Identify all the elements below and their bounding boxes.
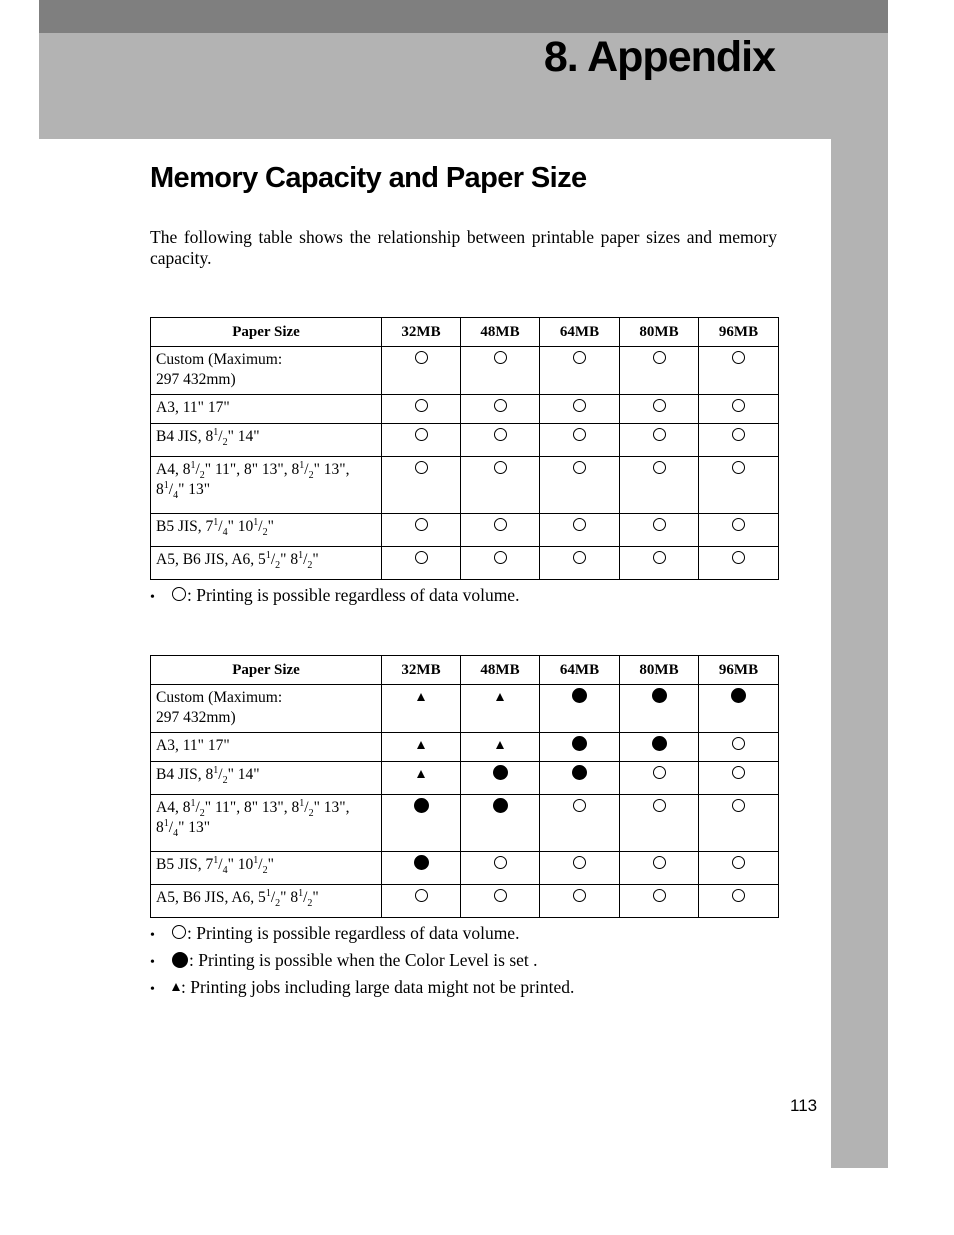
legend-item: • : Printing is possible regardless of data volume. — [150, 585, 520, 605]
section-title: Memory Capacity and Paper Size — [150, 162, 587, 194]
column-header: 80MB — [620, 318, 699, 347]
open-circle-icon — [415, 518, 428, 531]
capability-cell — [382, 762, 461, 795]
capability-cell — [461, 685, 540, 733]
open-circle-icon — [415, 551, 428, 564]
capability-cell — [461, 852, 540, 885]
capability-cell — [382, 395, 461, 424]
chapter-title: 8. Appendix — [543, 33, 775, 81]
triangle-icon — [172, 983, 180, 991]
capability-cell — [620, 685, 699, 733]
capability-cell — [382, 347, 461, 395]
open-circle-icon — [494, 428, 507, 441]
paper-size-cell: A5, B6 JIS, A6, $5^1/_2$" $8^1/_2$" — [151, 547, 382, 580]
capability-cell — [699, 885, 779, 918]
table-row — [151, 685, 779, 733]
capability-cell — [699, 733, 779, 762]
open-circle-icon — [653, 799, 666, 812]
column-header: 96MB — [699, 318, 779, 347]
open-circle-icon — [573, 518, 586, 531]
open-circle-icon — [732, 461, 745, 474]
capability-cell — [620, 795, 699, 852]
open-circle-icon — [415, 428, 428, 441]
open-circle-icon — [573, 428, 586, 441]
capability-cell — [699, 762, 779, 795]
open-circle-icon — [653, 428, 666, 441]
open-circle-icon — [415, 399, 428, 412]
open-circle-icon — [573, 461, 586, 474]
capability-cell — [461, 457, 540, 514]
capability-cell — [540, 395, 620, 424]
open-circle-icon — [653, 766, 666, 779]
capability-cell — [620, 885, 699, 918]
capability-cell — [540, 762, 620, 795]
capability-cell — [461, 514, 540, 547]
column-header: 64MB — [540, 318, 620, 347]
paper-size-cell: B4 JIS, $8^1/_2$" 14" — [151, 762, 382, 795]
memory-table-1 — [150, 317, 779, 580]
filled-circle-icon — [652, 688, 667, 703]
open-circle-icon — [494, 856, 507, 869]
paper-size-cell: A3, 11" 17" — [151, 395, 382, 424]
open-circle-icon — [732, 399, 745, 412]
open-circle-icon — [494, 351, 507, 364]
capability-cell — [620, 733, 699, 762]
capability-cell — [540, 795, 620, 852]
column-header: 96MB — [699, 656, 779, 685]
capability-cell — [461, 762, 540, 795]
table-1-legend — [150, 584, 519, 611]
capability-cell — [540, 547, 620, 580]
paper-size-cell: B5 JIS, $7^1/_4$" $10^1/_2$" — [151, 852, 382, 885]
capability-cell — [382, 885, 461, 918]
legend-item: • : Printing is possible regardless of data volume. — [150, 923, 520, 943]
open-circle-icon — [732, 737, 745, 750]
paper-size-cell: A4, $8^1/_2$" 11", 8" 13", $8^1/_2$" 13", $8^1/_4$" 13" — [151, 457, 382, 514]
table-row — [151, 424, 779, 457]
open-circle-icon — [732, 856, 745, 869]
capability-cell — [699, 795, 779, 852]
capability-cell — [461, 885, 540, 918]
triangle-icon — [417, 693, 425, 701]
open-circle-icon — [573, 856, 586, 869]
open-circle-icon — [732, 889, 745, 902]
column-header: 48MB — [461, 318, 540, 347]
open-circle-icon — [415, 889, 428, 902]
open-circle-icon — [494, 551, 507, 564]
capability-cell — [620, 514, 699, 547]
filled-circle-icon — [493, 798, 508, 813]
column-header: Paper Size — [151, 656, 382, 685]
capability-cell — [461, 424, 540, 457]
column-header: Paper Size — [151, 318, 382, 347]
open-circle-icon — [732, 428, 745, 441]
memory-table-2 — [150, 655, 779, 918]
table-row — [151, 762, 779, 795]
column-header: 32MB — [382, 318, 461, 347]
filled-circle-icon — [572, 736, 587, 751]
paper-size-cell: A4, $8^1/_2$" 11", 8" 13", $8^1/_2$" 13", $8^1/_4$" 13" — [151, 795, 382, 852]
paper-size-cell: A3, 11" 17" — [151, 733, 382, 762]
open-circle-icon — [732, 351, 745, 364]
open-circle-icon — [573, 351, 586, 364]
table-2-legend — [150, 922, 574, 1003]
paper-size-cell: B4 JIS, $8^1/_2$" 14" — [151, 424, 382, 457]
paper-size-cell: Custom (Maximum: 297 432mm) — [151, 685, 382, 733]
capability-cell — [620, 762, 699, 795]
filled-circle-icon — [172, 952, 188, 968]
capability-cell — [540, 885, 620, 918]
capability-cell — [620, 457, 699, 514]
capability-cell — [461, 395, 540, 424]
triangle-icon — [496, 693, 504, 701]
capability-cell — [382, 547, 461, 580]
column-header: 32MB — [382, 656, 461, 685]
capability-cell — [699, 547, 779, 580]
table-row — [151, 514, 779, 547]
table-row — [151, 885, 779, 918]
filled-circle-icon — [572, 688, 587, 703]
capability-cell — [540, 424, 620, 457]
capability-cell — [699, 424, 779, 457]
capability-cell — [382, 852, 461, 885]
capability-cell — [699, 347, 779, 395]
table-row — [151, 395, 779, 424]
open-circle-icon — [653, 351, 666, 364]
table-row — [151, 795, 779, 852]
open-circle-icon — [732, 551, 745, 564]
filled-circle-icon — [652, 736, 667, 751]
header-top-bar — [39, 0, 888, 33]
capability-cell — [382, 457, 461, 514]
table-header-row — [151, 318, 779, 347]
capability-cell — [382, 514, 461, 547]
capability-cell — [540, 514, 620, 547]
open-circle-icon — [653, 551, 666, 564]
open-circle-icon — [732, 799, 745, 812]
triangle-icon — [417, 770, 425, 778]
capability-cell — [382, 424, 461, 457]
open-circle-icon — [653, 461, 666, 474]
paper-size-cell: Custom (Maximum: 297 432mm) — [151, 347, 382, 395]
paper-size-cell: A5, B6 JIS, A6, $5^1/_2$" $8^1/_2$" — [151, 885, 382, 918]
intro-paragraph: The following table shows the relationship between printable paper sizes and memory capacity. — [150, 227, 777, 268]
paper-size-cell: B5 JIS, $7^1/_4$" $10^1/_2$" — [151, 514, 382, 547]
capability-cell — [461, 547, 540, 580]
open-circle-icon — [494, 518, 507, 531]
triangle-icon — [496, 741, 504, 749]
capability-cell — [699, 457, 779, 514]
filled-circle-icon — [414, 855, 429, 870]
capability-cell — [620, 395, 699, 424]
open-circle-icon — [573, 551, 586, 564]
legend-item: • : Printing jobs including large data might not be printed. — [150, 977, 575, 997]
table-header-row — [151, 656, 779, 685]
open-circle-icon — [494, 399, 507, 412]
capability-cell — [540, 685, 620, 733]
column-header: 48MB — [461, 656, 540, 685]
capability-cell — [540, 347, 620, 395]
open-circle-icon — [653, 399, 666, 412]
column-header: 80MB — [620, 656, 699, 685]
triangle-icon — [417, 741, 425, 749]
capability-cell — [382, 733, 461, 762]
capability-cell — [540, 852, 620, 885]
open-circle-icon — [653, 856, 666, 869]
open-circle-icon — [494, 461, 507, 474]
open-circle-icon — [573, 799, 586, 812]
open-circle-icon — [172, 587, 186, 601]
filled-circle-icon — [493, 765, 508, 780]
open-circle-icon — [732, 518, 745, 531]
capability-cell — [461, 733, 540, 762]
column-header: 64MB — [540, 656, 620, 685]
table-row — [151, 733, 779, 762]
open-circle-icon — [653, 518, 666, 531]
filled-circle-icon — [572, 765, 587, 780]
filled-circle-icon — [731, 688, 746, 703]
capability-cell — [699, 852, 779, 885]
open-circle-icon — [653, 889, 666, 902]
filled-circle-icon — [414, 798, 429, 813]
open-circle-icon — [172, 925, 186, 939]
open-circle-icon — [415, 351, 428, 364]
table-row — [151, 547, 779, 580]
capability-cell — [382, 795, 461, 852]
open-circle-icon — [573, 889, 586, 902]
page-side-tab — [831, 139, 888, 1168]
capability-cell — [699, 514, 779, 547]
open-circle-icon — [732, 766, 745, 779]
capability-cell — [620, 347, 699, 395]
capability-cell — [382, 685, 461, 733]
open-circle-icon — [415, 461, 428, 474]
capability-cell — [620, 852, 699, 885]
capability-cell — [620, 424, 699, 457]
table-row — [151, 457, 779, 514]
capability-cell — [699, 685, 779, 733]
table-row — [151, 347, 779, 395]
capability-cell — [461, 795, 540, 852]
capability-cell — [620, 547, 699, 580]
capability-cell — [540, 733, 620, 762]
capability-cell — [699, 395, 779, 424]
open-circle-icon — [573, 399, 586, 412]
capability-cell — [461, 347, 540, 395]
legend-item: • : Printing is possible when the Color Level is set . — [150, 950, 538, 970]
open-circle-icon — [494, 889, 507, 902]
table-row — [151, 852, 779, 885]
page-number: 113 — [790, 1096, 818, 1115]
capability-cell — [540, 457, 620, 514]
